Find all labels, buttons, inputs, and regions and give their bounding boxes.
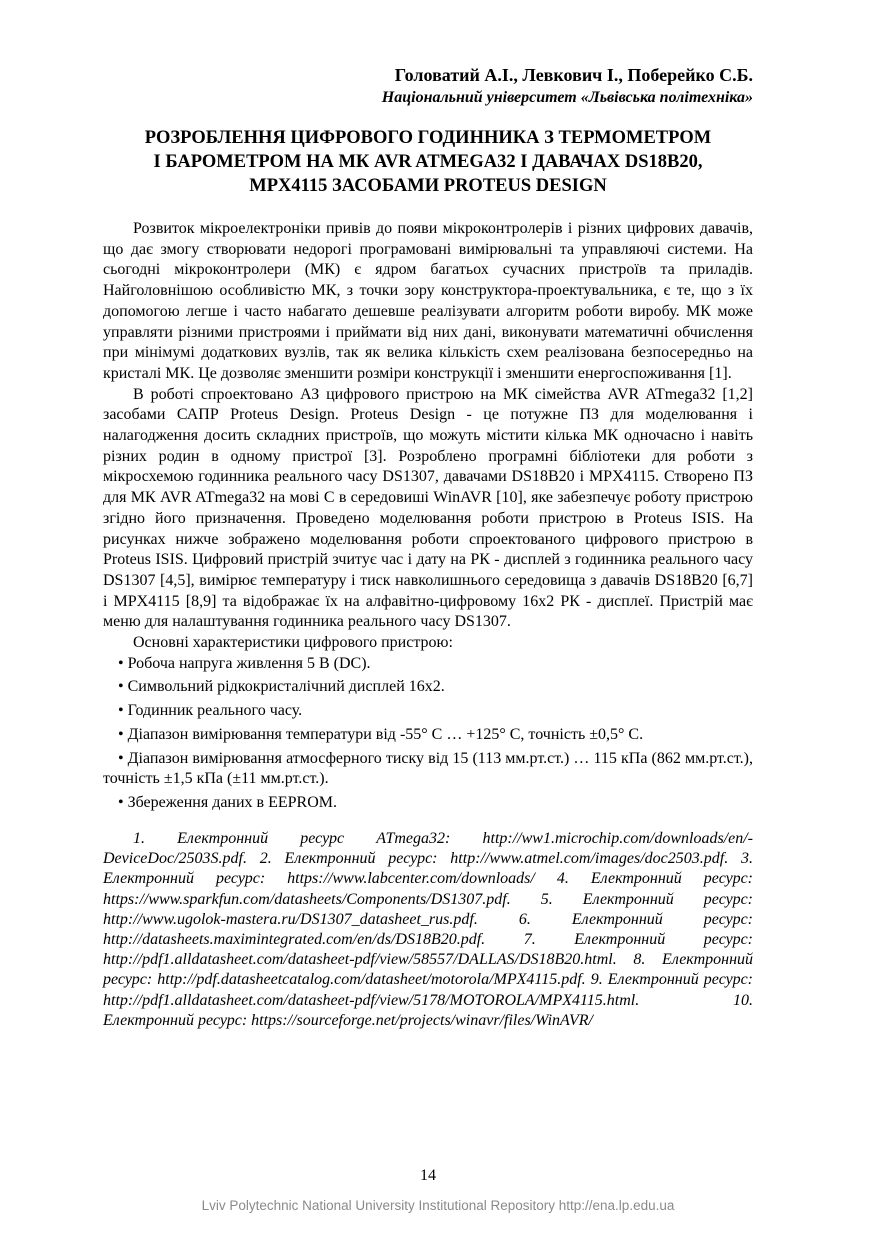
list-item (103, 677, 753, 698)
title-line: MPX4115 ЗАСОБАМИ PROTEUS DESIGN (249, 176, 607, 196)
list-item-text: Діапазон вимірювання температури від -55° С … +125° С, точність ±0,5° С. (127, 725, 644, 743)
article-title (103, 126, 753, 198)
list-item (103, 701, 753, 722)
bullet: • (118, 678, 124, 696)
list-item (103, 725, 753, 746)
title-line: РОЗРОБЛЕННЯ ЦИФРОВОГО ГОДИННИКА З ТЕРМОМЕТРОМ (144, 128, 712, 148)
page-number: 14 (420, 1167, 436, 1184)
references: 1. Електронний ресурс ATmega32: http://ww1.microchip.com/downloads/en/-DeviceDoc/2503S.pdf. 2. Електронний ресурс: http://www.atmel.com/images/doc2503.pdf. 3. Електронний ресурс: https://www.labcenter.com/downloads/ 4. Електронний ресурс: https://www.sparkfun.com/datasheets/Components/DS1307.pdf. 5. Електронний ресурс: http://www.ugolok-mastera.ru/DS1307_datasheet_rus.pdf. 6. Електронний ресурс: http://datasheets.maximintegrated.com/en/ds/DS18B20.pdf. 7. Електронний ресурс: http://pdf1.alldatasheet.com/datasheet-pdf/view/58557/DALLAS/DS18B20.html. 8. Електронний ресурс: http://pdf.datasheetcatalog.com/datasheet/motorola/MPX4115.pdf. 9. Електронний ресурс: http://pdf1.alldatasheet.com/datasheet-pdf/view/5178/MOTOROLA/MPX4115.html. 10. Електронний ресурс: https://sourceforge.net/projects/winavr/files/WinAVR/ (103, 830, 753, 1029)
article-body (103, 219, 753, 817)
paragraph: В роботі спроектовано АЗ цифрового пристрою на МК сімейства AVR ATmega32 [1,2] засобами САПР Proteus Design. Proteus Design - це потужне ПЗ для моделювання і налагодження досить складних пристроїв, що можуть містити кілька МК одночасно і навіть різних родин в одному пристрої [3]. Розроблено програмні бібліотеки для роботи з мікросхемою годинника реального часу DS1307, давачами DS18B20 і MPX4115. Створено ПЗ для МК AVR ATmega32 на мові С в середовиші WinAVR [10], яке забезпечує роботу пристрою згідно його призначення. Проведено моделювання роботи пристрою в Proteus ISIS. На рисунках нижче зображено моделювання роботи спроектованого цифрового пристрою в Proteus ISIS. Цифровий пристрій зчитує час і дату на РК - дисплей з годинника реального часу DS1307 [4,5], вимірює температуру і тиск навколишнього середовища з давачів DS18B20 [6,7] і MPX4115 [8,9] та відображає їх на алфавітно-цифровому 16х2 РК - дисплеї. Пристрій має меню для налаштування годинника реального часу DS1307. (103, 385, 753, 631)
paragraph-text: Розвиток мікроелектроніки привів до появи мікроконтролерів і різних цифрових давачів, що дає змогу створювати недорогі програмовані вимірювальні та управляючі системи. На сьогодні мікроконтролери (МК) є ядром багатьох сучасних пристроїв та приладів. Найголовнішою особливістю МК, з точки зору конструктора-проектувальника, є те, що з їх допомогою легше і часто набагато дешевше реалізувати алгоритм роботи виробу. МК може управляти різними пристроями і приймати від них дані, виконувати математичні обчислення при мінімумі додаткових вузлів, так як велика кількість схем реалізована безпосередньо на кристалі МК. Це дозволяє зменшити розміри конструкції і зменшити енергоспоживання [1]. (103, 220, 753, 382)
authors: Головатий А.І., Левкович І., Поберейко С.Б. (394, 65, 753, 85)
list-item-text: Годинник реального часу. (127, 702, 303, 720)
bullet: • (118, 654, 124, 672)
bullet: • (118, 749, 124, 767)
list-item-text: Робоча напруга живлення 5 В (DC). (127, 654, 371, 672)
list-item (103, 654, 753, 675)
list-item-text: Збереження даних в EEPROM. (127, 793, 338, 811)
bullet: • (118, 725, 124, 743)
list-item-text: Символьний рідкокристалічний дисплей 16х2. (127, 678, 445, 696)
list-item-text: Діапазон вимірювання атмосферного тиску від 15 (113 мм.рт.ст.) … 115 кПа (862 мм.рт.ст.), точність ±1,5 кПа (±11 мм.рт.ст.). (103, 749, 753, 788)
bullet-list (103, 654, 753, 814)
repository-footer: Lviv Polytechnic National University Institutional Repository http://ena.lp.edu.ua (201, 1198, 675, 1213)
bullet: • (118, 793, 124, 811)
title-line: І БАРОМЕТРОМ НА МК AVR ATMEGA32 І ДАВАЧАХ DS18B20, (153, 152, 703, 172)
paragraph (103, 219, 753, 385)
bullet: • (118, 702, 124, 720)
paragraph: Основні характеристики цифрового пристрою: (133, 634, 453, 652)
list-item (103, 749, 753, 790)
affiliation: Національний університет «Львівська політехніка» (381, 89, 753, 106)
list-item (103, 793, 753, 814)
